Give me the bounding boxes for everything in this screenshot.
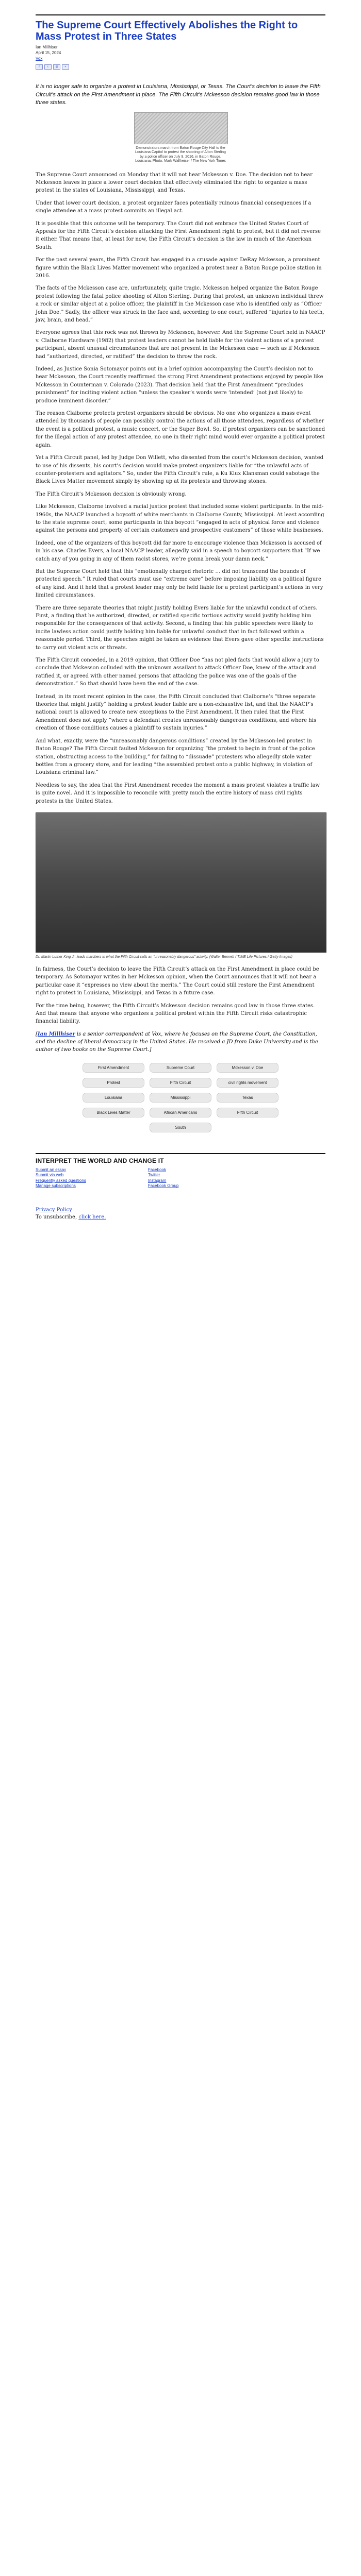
- footer-link[interactable]: Manage subscriptions: [36, 1183, 76, 1189]
- tag-chip[interactable]: Louisiana: [83, 1093, 144, 1103]
- tag-chip[interactable]: First Amendment: [83, 1063, 144, 1073]
- lead-photo: [134, 112, 228, 144]
- tag-chip[interactable]: Mississippi: [150, 1093, 211, 1103]
- article-paragraph: And what, exactly, were the “unreasonably dangerous conditions” created by the Mckesson-led protest in Baton Rouge? The Fifth Circuit faulted Mckesson for organizing “the protest to begin in front of the police station, obstructing access to the building,” for failing to “dissuade” protesters who allegedly stole water bottles from a grocery store, and for leading “the assembled protest onto a public highway, in violation of Louisiana criminal law.”: [36, 738, 315, 776]
- footer-col-social: [148, 1167, 179, 1189]
- author-bio: [Ian Millhiser is a senior correspondent at Vox, where he focuses on the Supreme Court, the Constitution, and the decline of liberal democracy in the United States. He received a JD from Duke University and is the author of two books on the Supreme Court.]: [36, 1031, 318, 1053]
- tag-list: [36, 1063, 325, 1132]
- footer-link[interactable]: Submit via web: [36, 1173, 64, 1178]
- photo-caption: Dr. Martin Luther King Jr. leads marchers in what the Fifth Circuit calls an “unreasonably dangerous” activity. (Walter Bennett / TIME Life Pictures / Getty Images): [36, 955, 292, 959]
- article-dek: It is no longer safe to organize a protest in Louisiana, Mississippi, or Texas. The Court’s decision to leave the Fifth Circuit’s attack on the First Amendment in place. The Fifth Circuit’s Mckesson decision remains good law in those three states.: [36, 83, 321, 106]
- article-paragraph: For the past several years, the Fifth Circuit has engaged in a crusade against DeRay Mckesson, a prominent figure within the Black Lives Matter movement who organized a protest near a Baton Rouge police station in 2016.: [36, 257, 322, 279]
- date: April 15, 2024: [36, 50, 61, 55]
- article-paragraph: Everyone agrees that this rock was not thrown by Mckesson, however. And the Supreme Court held in NAACP v. Claiborne Hardware (1982) that protest leaders cannot be held liable for the violent actions of a protest participant, absent unusual circumstances that are not present in the Mckesson case — such as if Mckesson had “authorized, directed, or ratified” the decision to throw the rock.: [36, 330, 325, 360]
- article-paragraph: The Supreme Court announced on Monday that it will not hear Mckesson v. Doe. The decision not to hear Mckesson leaves in place a lower court decision that effectively eliminated the right to organize a mass protest in the states of Louisiana, Mississippi, and Texas.: [36, 172, 313, 194]
- footer-rule: [36, 1153, 325, 1154]
- lead-figure: [134, 112, 227, 164]
- footer-link[interactable]: Frequently asked questions: [36, 1178, 86, 1183]
- tag-chip[interactable]: African Americans: [150, 1108, 211, 1117]
- share-facebook-icon[interactable]: f: [36, 64, 43, 70]
- article-paragraph: Yet a Fifth Circuit panel, led by Judge Don Willett, who dissented from the court’s Mckesson decision, wanted to use of his dissents, his court’s decision would make protest organizers liable for “the unlawful acts of counter-protesters and agitators.” So, under the Fifth Circuit’s rule, a Ku Klux Klansman could sabotage the Black Lives Matter movement simply by showing up at its protests and throwing stones.: [36, 455, 324, 485]
- top-rule: [36, 14, 325, 15]
- article-paragraph: There are three separate theories that might justify holding Evers liable for the unlawful conduct of others. First, a finding that he authorized, directed, or ratified specific tortious activity would justify holding him responsible for the consequences of that activity. Second, a finding that his public speeches were likely to incite lawless action could justify holding him liable for unlawful conduct that in fact followed within a reasonable period. Third, the speeches might be taken as evidence that Evers gave other specific instructions to carry out violent acts or threats.: [36, 605, 324, 651]
- bio-author-link[interactable]: Ian Millhiser: [37, 1031, 75, 1037]
- share-link-icon[interactable]: +: [62, 64, 69, 70]
- article-paragraph: The Fifth Circuit conceded, in a 2019 opinion, that Officer Doe “has not pled facts that would allow a jury to conclude that Mckesson colluded with the unknown assailant to attack Officer Doe, knew of the attack and ratified it, or agreed with other named persons that attacking the police was one of the goals of the demonstration.” So that should have been the end of the case.: [36, 657, 319, 687]
- footer-links: [36, 1167, 325, 1189]
- share-email-icon[interactable]: @: [53, 64, 60, 70]
- lead-caption: Demonstrators march from Baton Rouge City Hall to the Louisiana Capitol to protest the shooting of Alton Sterling by a police officer on July 9, 2016, in Baton Rouge, Louisiana. Photo: Mark Wallheiser / The New York Times: [135, 146, 226, 163]
- footer-col-submit: [36, 1167, 86, 1189]
- footer-link[interactable]: Twitter: [147, 1173, 160, 1178]
- footer-link[interactable]: Instagram: [147, 1178, 167, 1183]
- tag-chip[interactable]: Black Lives Matter: [83, 1108, 144, 1117]
- article-paragraph: In fairness, the Court’s decision to leave the Fifth Circuit’s attack on the First Amendment in place could be temporary. As Sotomayor writes in her Mckesson opinion, when the Court announces that it will not hear a particular case it “expresses no view about the merits.” The Court could still restore the First Amendment right to protest in Louisiana, Mississippi, and Texas in a future case.: [36, 966, 319, 996]
- article-paragraph: The reason Claiborne protects protest organizers should be obvious. No one who organizes a mass event attended by thousands of people can possibly control the actions of all those attendees, regardless of whether the event is a political protest, a music concert, or the Super Bowl. So, if protest organizers can be sanctioned for the illegal action of any protest attendee, no one in their right mind would ever organize a political protest again.: [36, 411, 325, 448]
- footer-link[interactable]: Facebook: [147, 1167, 166, 1172]
- unsubscribe-line: [36, 1214, 325, 1221]
- article-paragraph: Instead, in its most recent opinion in the case, the Fifth Circuit concluded that Claiborne’s “three separate theories that might justify” holding a protest leader liable are a non-exhaustive list, and that the NAACP’s national court is allowed to create new exceptions to the First Amendment. It then ruled that the First Amendment does not apply “where a defendant creates unreasonably dangerous conditions, and where his creation of those conditions causes a plaintiff to sustain injuries.”: [36, 693, 317, 732]
- footer-lower: [36, 1207, 325, 1221]
- footer-link[interactable]: Facebook Group: [147, 1183, 179, 1189]
- bio-text: is a senior correspondent at Vox, where he focuses on the Supreme Court, the Constitution, and the decline of liberal democracy in the United States. He received a JD from Duke University and is the author of two books on the Supreme Court.: [36, 1031, 318, 1053]
- share-twitter-icon[interactable]: t: [44, 64, 52, 70]
- article-title[interactable]: The Supreme Court Effectively Abolishes the Right to Mass Protest in Three States: [36, 20, 298, 42]
- tag-chip[interactable]: Supreme Court: [150, 1063, 211, 1073]
- article-paragraph: The facts of the Mckesson case are, unfortunately, quite tragic. Mckesson helped organize the Baton Rouge protest following the fatal police shooting of Alton Sterling. During that protest, an unknown individual threw a rock or similar object at a police officer, the plaintiff in the Mckesson case who is identified only as “Officer John Doe.” Sadly, the officer was struck in the face and, according to one court, suffered “injuries to his teeth, jaw, brain, and head.”: [36, 285, 324, 323]
- source-link[interactable]: Vox: [36, 56, 43, 61]
- unsubscribe-link[interactable]: click here.: [78, 1214, 106, 1220]
- byline: [36, 44, 325, 61]
- protest-march-photo: [36, 812, 326, 953]
- tag-chip[interactable]: Texas: [217, 1093, 278, 1103]
- article-paragraph: Like Mckesson, Claiborne involved a racial justice protest that included some violent participants. In the mid-1960s, the NAACP launched a boycott of white merchants in Claiborne County, Mississippi. At least according to the state supreme court, some participants in this boycott “engaged in acts of physical force and violence against the persons and property of certain customers and prospective customers” of those white businesses.: [36, 504, 324, 534]
- article-paragraph: It is possible that this outcome will be temporary. The Court did not embrace the United States Court of Appeals for the Fifth Circuit’s decision attacking the First Amendment right to protest, but it did not reverse it either. That means that, at least for now, the Fifth Circuit’s decision is the law in much of the American South.: [36, 221, 321, 250]
- article-body: [36, 171, 325, 805]
- tag-chip[interactable]: South: [150, 1123, 211, 1132]
- article-paragraph: Needless to say, the idea that the First Amendment recedes the moment a mass protest violates a traffic law is quite novel. And it is impossible to reconcile with pretty much the entire history of mass civil rights protests in the United States.: [36, 782, 320, 804]
- tag-chip[interactable]: Fifth Circuit: [150, 1078, 211, 1088]
- tag-chip[interactable]: Mckesson v. Doe: [217, 1063, 278, 1073]
- email-body: [36, 0, 325, 1221]
- article-paragraph: The Fifth Circuit’s Mckesson decision is obviously wrong.: [36, 491, 187, 497]
- article-paragraph: For the time being, however, the Fifth Circuit’s Mckesson decision remains good law in those three states. And that means that anyone who organizes a political protest within the Fifth Circuit risks catastrophic financial liability.: [36, 1003, 315, 1025]
- tag-chip[interactable]: Protest: [83, 1078, 144, 1088]
- tag-chip[interactable]: Fifth Circuit: [217, 1108, 278, 1117]
- author: Ian Millhiser: [36, 45, 58, 49]
- footer-title: INTERPRET THE WORLD AND CHANGE IT: [36, 1157, 164, 1164]
- article-paragraph: Under that lower court decision, a protest organizer faces potentially ruinous financial consequences if a single attendee at a mass protest commits an illegal act.: [36, 200, 311, 214]
- share-row: [36, 64, 325, 70]
- article-paragraph: Indeed, as Justice Sonia Sotomayor points out in a brief opinion accompanying the Court’s decision not to hear Mckesson, the Court recently reaffirmed the strong First Amendment protections enjoyed by people like Mckesson in Counterman v. Colorado (2023). That decision held that the First Amendment “precludes punishment” for inciting violent action “unless the speaker’s words were ‘intended’ (not just likely) to produce imminent disorder.”: [36, 366, 323, 404]
- article-paragraph: Indeed, one of the organizers of this boycott did far more to encourage violence than Mckesson is accused of in his case. Charles Evers, a local NAACP leader, allegedly said in a speech to boycott supporters that “If we catch any of you going in any of them racist stores, we’re gonna break your damn neck.”: [36, 540, 322, 562]
- unsubscribe-label: To unsubscribe,: [36, 1214, 77, 1220]
- tag-chip[interactable]: civil rights movement: [217, 1078, 278, 1088]
- article-paragraph: But the Supreme Court held that this “emotionally charged rhetoric … did not transcend the bounds of protected speech.” It ruled that courts must use “extreme care” before imposing liability on a political figure of any kind. And it held that a protest leader may only be held liable for a protest participant’s actions in very limited circumstances.: [36, 568, 323, 599]
- article-closing: [36, 965, 325, 1026]
- privacy-link[interactable]: Privacy Policy: [36, 1207, 72, 1213]
- footer-link[interactable]: Submit an essay: [36, 1167, 67, 1172]
